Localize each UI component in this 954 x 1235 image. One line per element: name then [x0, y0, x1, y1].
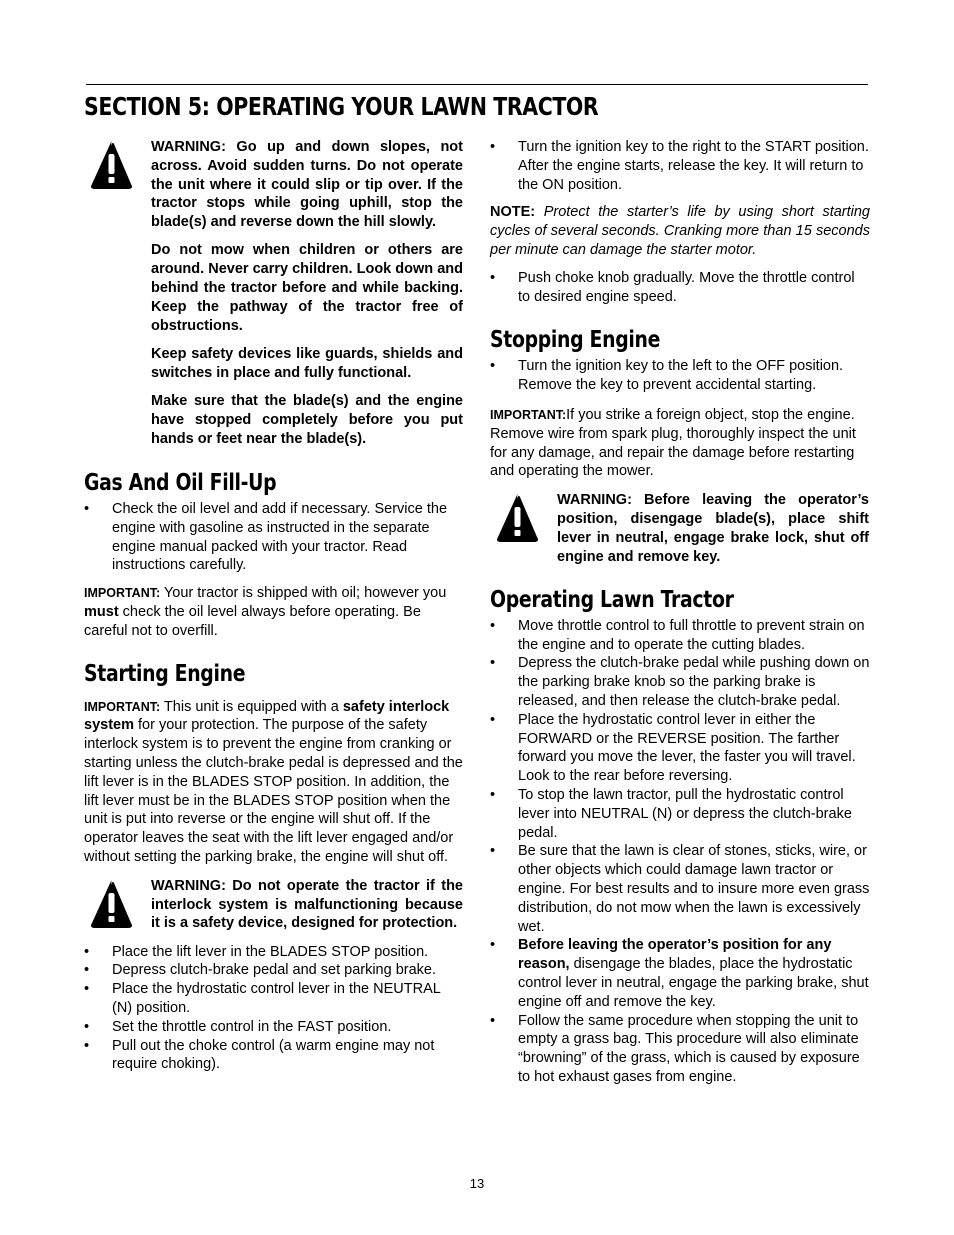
- list-item: • Check the oil level and add if necessary. Service the engine with gasoline as instructed in the separate engine manual packed with your tractor. Read instructions carefully.: [84, 500, 463, 575]
- list-item: • Place the lift lever in the BLADES STOP position.: [84, 943, 463, 962]
- warning-paragraph: Make sure that the blade(s) and the engine have stopped completely before you put hands or feet near the blade(s).: [151, 393, 463, 447]
- list-item: • Be sure that the lawn is clear of stones, sticks, wire, or other objects which could damage lawn tractor or engine. For best results and to insure more even grass distribution, do not mow when the lawn is excessively wet.: [490, 842, 870, 936]
- left-column: [84, 138, 463, 1074]
- right-column: [490, 138, 870, 1087]
- starting-list: [84, 943, 463, 1075]
- gas-oil-list: [84, 500, 463, 575]
- starter-note: NOTE: Protect the starter’s life by using short starting cycles of several seconds. Cranking more than 15 seconds per minute can damage the starter motor.: [490, 204, 870, 258]
- slope-warning: [84, 138, 463, 458]
- stopping-engine-heading: Stopping Engine: [490, 327, 661, 354]
- note-label: NOTE:: [490, 204, 536, 221]
- list-item: • Turn the ignition key to the right to the START position. After the engine starts, release the key. It will return to the ON position.: [490, 138, 870, 194]
- list-item: • Set the throttle control in the FAST position.: [84, 1018, 463, 1037]
- warning-paragraph: Keep safety devices like guards, shields and switches in place and fully functional.: [151, 345, 463, 381]
- gas-oil-heading: Gas And Oil Fill-Up: [84, 469, 277, 496]
- starting-engine-heading: Starting Engine: [84, 660, 246, 687]
- important-label: IMPORTANT:: [84, 699, 161, 714]
- choke-list: [490, 269, 870, 307]
- starting-important: IMPORTANT: This unit is equipped with a safety interlock system for your protection. The purpose of the safety interlock system is to prevent the engine from cranking or starting unless the clutch-brake pedal is depressed and the lift lever is in the BLADES STOP position. In addition, the lift lever must be in the BLADES STOP position when the unit is put into reverse or the engine will shut off. If the operator leaves the seat with the lift lever engaged and/or without setting the parking brake, the engine will shut off.: [84, 698, 463, 865]
- warning-paragraph: WARNING: Before leaving the operator’s position, disengage blade(s), place shift lever in neutral, engage brake lock, shut off engine and remove key.: [557, 492, 869, 565]
- operating-heading: Operating Lawn Tractor: [490, 586, 734, 613]
- list-item: • Turn the ignition key to the left to the OFF position. Remove the key to prevent accidental starting.: [490, 357, 870, 395]
- warning-paragraph: Do not mow when children or others are around. Never carry children. Look down and behind the tractor before and while backing. Keep the pathway of the tractor free of obstructions.: [151, 242, 463, 334]
- page-number: 13: [469, 1176, 485, 1191]
- operating-list: [490, 617, 870, 1087]
- gas-oil-important: IMPORTANT: Your tractor is shipped with oil; however you must check the oil level always before operating. Be careful not to overfill.: [84, 585, 447, 639]
- warning-paragraph: WARNING: Do not operate the tractor if the interlock system is malfunctioning because it is a safety device, designed for protection.: [151, 877, 463, 932]
- top-rule: [86, 84, 868, 85]
- list-item: • Place the hydrostatic control lever in either the FORWARD or the REVERSE position. The farther forward you move the lever, the faster you will travel. Look to the rear before reversing.: [490, 711, 870, 786]
- section-title: SECTION 5: OPERATING YOUR LAWN TRACTOR: [84, 92, 599, 121]
- warning-triangle-icon: [490, 491, 557, 547]
- list-item: • Depress the clutch-brake pedal while pushing down on the parking brake knob so the parking brake is released, and then release the clutch-brake pedal.: [490, 654, 870, 710]
- important-label: IMPORTANT:: [84, 586, 161, 601]
- start-list: [490, 138, 870, 194]
- stopping-important: IMPORTANT:If you strike a foreign object, stop the engine. Remove wire from spark plug, thoroughly inspect the unit for any damage, and repair the damage before restarting and operating the mower.: [490, 406, 856, 480]
- warning-triangle-icon: [84, 877, 151, 933]
- warning-triangle-icon: [84, 138, 151, 194]
- list-item: • Push choke knob gradually. Move the throttle control to desired engine speed.: [490, 269, 870, 307]
- list-item: • Follow the same procedure when stopping the unit to empty a grass bag. This procedure will also eliminate “browning” of the grass, which is caused by exposure to hot exhaust gases from engine.: [490, 1012, 870, 1087]
- warning-paragraph: WARNING: Go up and down slopes, not across. Avoid sudden turns. Do not operate the unit where it could slip or tip over. If the tractor stops while going uphill, stop the blade(s) and reverse down the hill slowly.: [151, 139, 463, 231]
- stopping-list: [490, 357, 870, 395]
- list-item: • Before leaving the operator’s position for any reason, disengage the blades, place the hydrostatic control lever in neutral, engage the parking brake, shut engine off and remove the key.: [490, 936, 870, 1011]
- list-item: • Move throttle control to full throttle to prevent strain on the engine and to operate the cutting blades.: [490, 617, 870, 655]
- leaving-warning: [490, 491, 870, 576]
- important-label: IMPORTANT:: [490, 407, 567, 422]
- list-item: • Pull out the choke control (a warm engine may not require choking).: [84, 1037, 463, 1075]
- list-item: • To stop the lawn tractor, pull the hydrostatic control lever into NEUTRAL (N) or depress the clutch-brake pedal.: [490, 786, 870, 842]
- list-item: • Place the hydrostatic control lever in the NEUTRAL (N) position.: [84, 980, 463, 1018]
- interlock-warning: [84, 877, 463, 943]
- list-item: • Depress clutch-brake pedal and set parking brake.: [84, 961, 463, 980]
